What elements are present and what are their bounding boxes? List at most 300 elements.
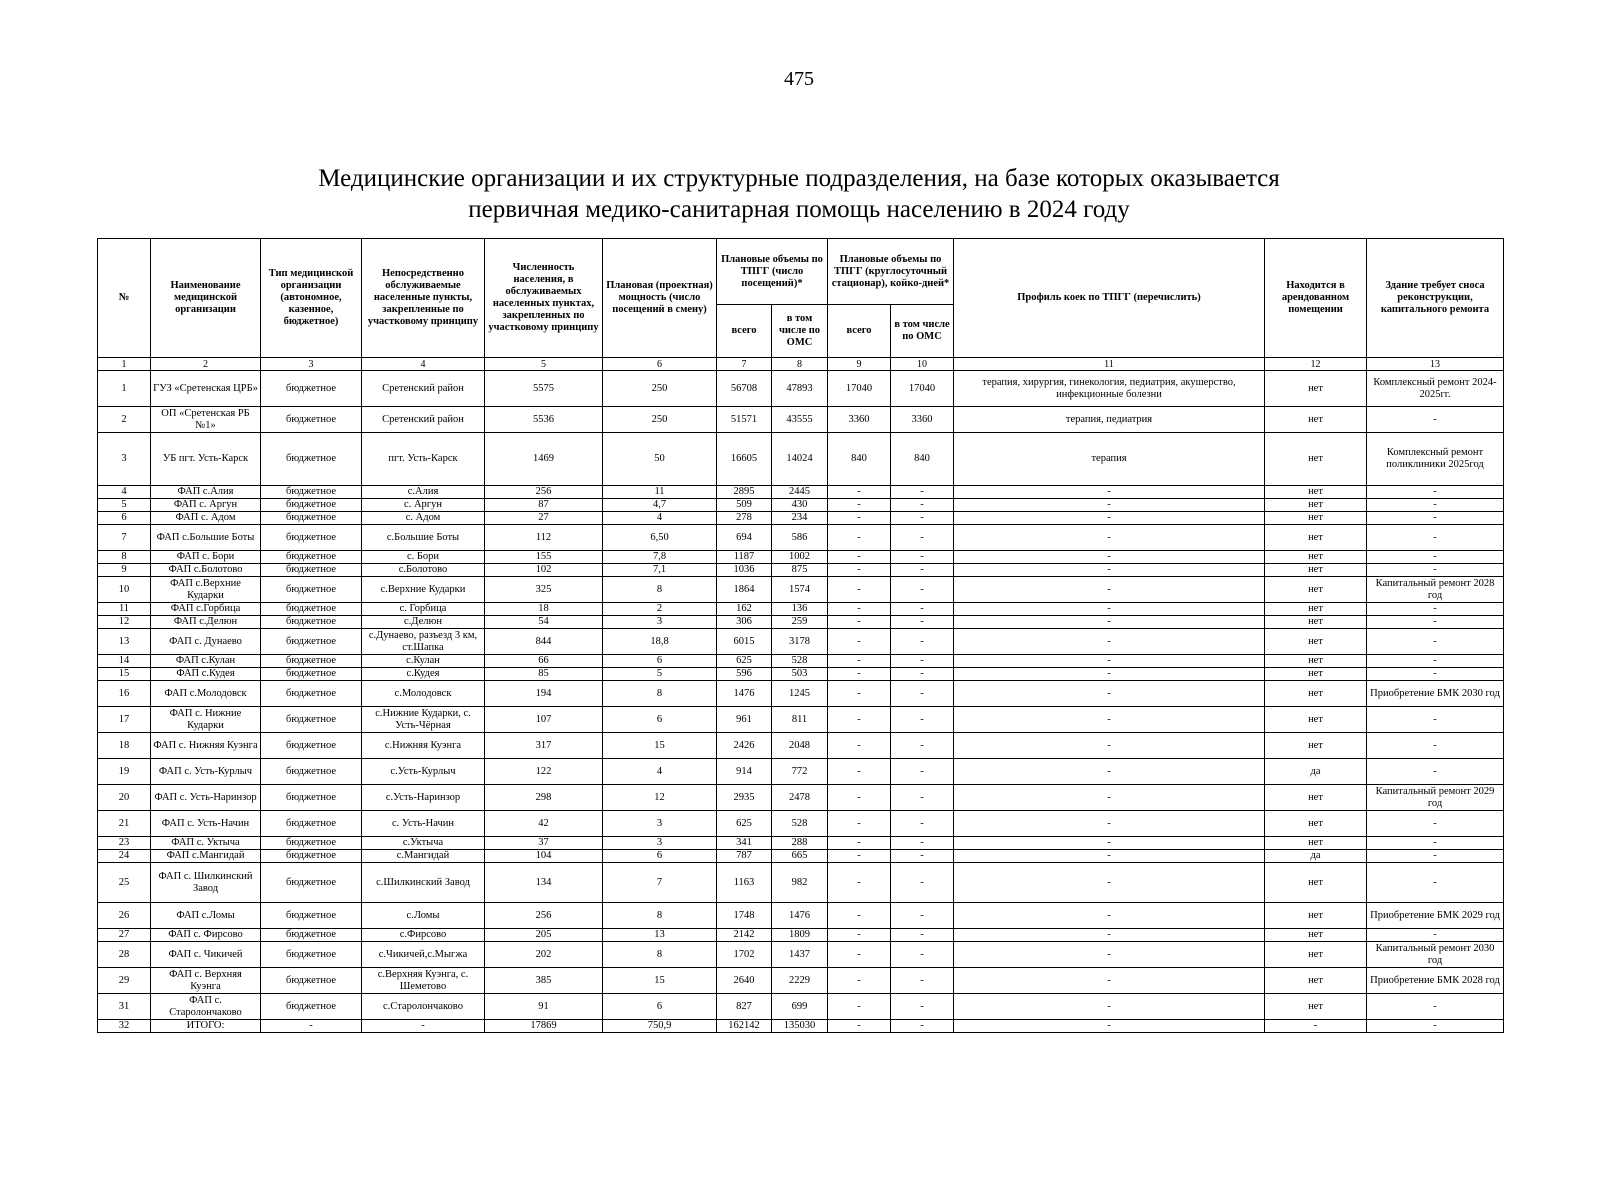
cell-capacity: 2: [603, 603, 717, 616]
cell-beds-total: -: [828, 577, 891, 603]
cell-no: 17: [98, 707, 151, 733]
cell-building: Капитальный ремонт 2030 год: [1367, 942, 1504, 968]
table-row: [98, 785, 1504, 811]
cell-capacity: 13: [603, 929, 717, 942]
cell-no: 18: [98, 733, 151, 759]
cell-profile: -: [954, 486, 1265, 499]
cell-points: с.Кудея: [362, 668, 485, 681]
cell-visits-oms: 503: [772, 668, 828, 681]
cell-capacity: 6,50: [603, 525, 717, 551]
cell-profile: -: [954, 811, 1265, 837]
table-row: [98, 499, 1504, 512]
cell-profile: -: [954, 577, 1265, 603]
cell-population: 155: [485, 551, 603, 564]
cell-beds-oms: 3360: [891, 407, 954, 433]
cell-building: -: [1367, 512, 1504, 525]
column-number: 4: [362, 358, 485, 371]
cell-type: бюджетное: [261, 512, 362, 525]
cell-capacity: 3: [603, 616, 717, 629]
cell-type: бюджетное: [261, 968, 362, 994]
cell-capacity: 15: [603, 733, 717, 759]
cell-no: 8: [98, 551, 151, 564]
document-title: [0, 163, 1598, 225]
cell-points: с.Уктыча: [362, 837, 485, 850]
cell-visits-total: 1864: [717, 577, 772, 603]
cell-beds-oms: -: [891, 655, 954, 668]
cell-capacity: 8: [603, 903, 717, 929]
cell-no: 10: [98, 577, 151, 603]
cell-rented: нет: [1265, 629, 1367, 655]
cell-type: бюджетное: [261, 785, 362, 811]
cell-visits-oms: 528: [772, 655, 828, 668]
cell-building: Комплексный ремонт 2024-2025гг.: [1367, 371, 1504, 407]
cell-points: с.Верхние Кударки: [362, 577, 485, 603]
cell-visits-oms: 3178: [772, 629, 828, 655]
cell-population: 1469: [485, 433, 603, 486]
cell-rented: нет: [1265, 616, 1367, 629]
cell-no: 26: [98, 903, 151, 929]
cell-profile: -: [954, 733, 1265, 759]
cell-beds-total: -: [828, 759, 891, 785]
cell-visits-total: 961: [717, 707, 772, 733]
table-row: [98, 525, 1504, 551]
cell-beds-total: -: [828, 707, 891, 733]
cell-beds-oms: -: [891, 759, 954, 785]
cell-population: 194: [485, 681, 603, 707]
cell-name: ФАП с. Чикичей: [151, 942, 261, 968]
cell-points: с. Аргун: [362, 499, 485, 512]
cell-no: 7: [98, 525, 151, 551]
header-visits-total: всего: [717, 305, 772, 358]
cell-visits-oms: 43555: [772, 407, 828, 433]
cell-capacity: 15: [603, 968, 717, 994]
table-row: [98, 929, 1504, 942]
cell-beds-oms: -: [891, 1020, 954, 1033]
cell-profile: -: [954, 655, 1265, 668]
cell-rented: нет: [1265, 525, 1367, 551]
cell-beds-oms: -: [891, 499, 954, 512]
cell-no: 21: [98, 811, 151, 837]
cell-visits-total: 2142: [717, 929, 772, 942]
cell-points: с. Адом: [362, 512, 485, 525]
cell-profile: -: [954, 968, 1265, 994]
cell-building: -: [1367, 863, 1504, 903]
cell-name: ОП «Сретенская РБ №1»: [151, 407, 261, 433]
cell-building: -: [1367, 407, 1504, 433]
cell-beds-oms: -: [891, 551, 954, 564]
column-number: 13: [1367, 358, 1504, 371]
cell-no: 14: [98, 655, 151, 668]
cell-no: 12: [98, 616, 151, 629]
table-row: [98, 759, 1504, 785]
cell-capacity: 6: [603, 707, 717, 733]
cell-visits-total: 162: [717, 603, 772, 616]
cell-visits-total: 56708: [717, 371, 772, 407]
cell-visits-total: 625: [717, 811, 772, 837]
cell-building: -: [1367, 733, 1504, 759]
cell-points: с.Фирсово: [362, 929, 485, 942]
cell-profile: -: [954, 785, 1265, 811]
cell-beds-oms: -: [891, 733, 954, 759]
cell-visits-total: 787: [717, 850, 772, 863]
cell-visits-total: 625: [717, 655, 772, 668]
cell-no: 24: [98, 850, 151, 863]
cell-beds-total: -: [828, 733, 891, 759]
cell-points: с.Усть-Курлыч: [362, 759, 485, 785]
column-number: 11: [954, 358, 1265, 371]
cell-no: 20: [98, 785, 151, 811]
cell-beds-total: -: [828, 603, 891, 616]
cell-visits-oms: 875: [772, 564, 828, 577]
cell-building: -: [1367, 486, 1504, 499]
cell-visits-oms: 2229: [772, 968, 828, 994]
cell-profile: -: [954, 525, 1265, 551]
cell-no: 31: [98, 994, 151, 1020]
cell-type: бюджетное: [261, 681, 362, 707]
cell-beds-oms: -: [891, 785, 954, 811]
cell-points: Сретенский район: [362, 407, 485, 433]
header-population: Численность населения, в обслуживаемых населенных пунктах, закрепленных по участковому принципу: [485, 239, 603, 358]
cell-visits-total: 509: [717, 499, 772, 512]
cell-points: с.Старолончаково: [362, 994, 485, 1020]
cell-building: -: [1367, 551, 1504, 564]
cell-beds-total: -: [828, 499, 891, 512]
cell-name: ФАП с.Алия: [151, 486, 261, 499]
cell-profile: терапия, хирургия, гинекология, педиатрия, акушерство, инфекционные болезни: [954, 371, 1265, 407]
cell-points: с. Горбица: [362, 603, 485, 616]
cell-capacity: 6: [603, 655, 717, 668]
cell-name: ФАП с. Шилкинский Завод: [151, 863, 261, 903]
table-row: [98, 994, 1504, 1020]
cell-type: бюджетное: [261, 942, 362, 968]
cell-population: 385: [485, 968, 603, 994]
cell-visits-total: 694: [717, 525, 772, 551]
cell-type: бюджетное: [261, 407, 362, 433]
header-no: №: [98, 239, 151, 358]
cell-rented: нет: [1265, 785, 1367, 811]
cell-rented: нет: [1265, 968, 1367, 994]
cell-capacity: 250: [603, 371, 717, 407]
column-number: 9: [828, 358, 891, 371]
cell-beds-oms: 840: [891, 433, 954, 486]
cell-visits-total: 278: [717, 512, 772, 525]
cell-beds-oms: -: [891, 707, 954, 733]
cell-building: -: [1367, 759, 1504, 785]
cell-type: бюджетное: [261, 994, 362, 1020]
column-number: 8: [772, 358, 828, 371]
cell-capacity: 7: [603, 863, 717, 903]
cell-rented: нет: [1265, 564, 1367, 577]
cell-beds-oms: -: [891, 681, 954, 707]
table-container: [97, 238, 1503, 1033]
cell-beds-total: -: [828, 629, 891, 655]
cell-type: бюджетное: [261, 603, 362, 616]
cell-rented: нет: [1265, 707, 1367, 733]
cell-type: бюджетное: [261, 811, 362, 837]
cell-no: 2: [98, 407, 151, 433]
cell-capacity: 3: [603, 837, 717, 850]
cell-no: 9: [98, 564, 151, 577]
column-number: 12: [1265, 358, 1367, 371]
cell-population: 107: [485, 707, 603, 733]
cell-beds-total: -: [828, 486, 891, 499]
cell-name: ФАП с.Верхние Кударки: [151, 577, 261, 603]
cell-profile: -: [954, 903, 1265, 929]
cell-beds-oms: -: [891, 811, 954, 837]
cell-population: 91: [485, 994, 603, 1020]
table-row: [98, 407, 1504, 433]
cell-beds-oms: -: [891, 512, 954, 525]
cell-visits-oms: 288: [772, 837, 828, 850]
title-line-2: первичная медико-санитарная помощь населению в 2024 году: [468, 196, 1130, 223]
cell-population: 5536: [485, 407, 603, 433]
cell-beds-total: -: [828, 1020, 891, 1033]
cell-profile: -: [954, 1020, 1265, 1033]
cell-population: 317: [485, 733, 603, 759]
cell-population: 87: [485, 499, 603, 512]
cell-visits-oms: 586: [772, 525, 828, 551]
cell-population: 844: [485, 629, 603, 655]
cell-rented: нет: [1265, 512, 1367, 525]
cell-points: с.Чикичей,с.Мыгжа: [362, 942, 485, 968]
table-row: [98, 616, 1504, 629]
column-number: 5: [485, 358, 603, 371]
header-visits: Плановые объемы по ТПГГ (число посещений)*: [717, 239, 828, 305]
cell-visits-total: 2640: [717, 968, 772, 994]
cell-population: 202: [485, 942, 603, 968]
column-number: 2: [151, 358, 261, 371]
cell-building: -: [1367, 929, 1504, 942]
cell-no: 1: [98, 371, 151, 407]
cell-visits-oms: 135030: [772, 1020, 828, 1033]
cell-profile: терапия: [954, 433, 1265, 486]
cell-type: бюджетное: [261, 577, 362, 603]
cell-capacity: 4: [603, 512, 717, 525]
cell-rented: нет: [1265, 733, 1367, 759]
cell-profile: -: [954, 929, 1265, 942]
cell-building: Приобретение БМК 2028 год: [1367, 968, 1504, 994]
cell-beds-oms: -: [891, 863, 954, 903]
cell-population: 27: [485, 512, 603, 525]
cell-beds-total: -: [828, 811, 891, 837]
cell-no: 23: [98, 837, 151, 850]
header-profile: Профиль коек по ТПГГ (перечислить): [954, 239, 1265, 358]
table-row: [98, 577, 1504, 603]
cell-visits-total: 1748: [717, 903, 772, 929]
cell-building: -: [1367, 603, 1504, 616]
cell-name: ФАП с. Аргун: [151, 499, 261, 512]
cell-points: с.Ломы: [362, 903, 485, 929]
cell-points: пгт. Усть-Карск: [362, 433, 485, 486]
cell-name: ФАП с.Делюн: [151, 616, 261, 629]
table-row: [98, 564, 1504, 577]
cell-visits-oms: 430: [772, 499, 828, 512]
cell-population: 256: [485, 486, 603, 499]
cell-points: с.Усть-Наринзор: [362, 785, 485, 811]
cell-rented: нет: [1265, 681, 1367, 707]
cell-rented: нет: [1265, 407, 1367, 433]
cell-name: ФАП с. Фирсово: [151, 929, 261, 942]
cell-beds-oms: -: [891, 668, 954, 681]
cell-points: с.Нижняя Куэнга: [362, 733, 485, 759]
cell-no: 16: [98, 681, 151, 707]
header-type: Тип медицинской организации (автономное, казенное, бюджетное): [261, 239, 362, 358]
cell-beds-total: -: [828, 968, 891, 994]
cell-capacity: 4,7: [603, 499, 717, 512]
cell-profile: -: [954, 863, 1265, 903]
cell-beds-total: -: [828, 655, 891, 668]
cell-capacity: 8: [603, 681, 717, 707]
cell-beds-total: -: [828, 512, 891, 525]
cell-profile: -: [954, 668, 1265, 681]
cell-capacity: 6: [603, 994, 717, 1020]
column-number: 10: [891, 358, 954, 371]
cell-no: 19: [98, 759, 151, 785]
cell-points: с.Большие Боты: [362, 525, 485, 551]
cell-rented: нет: [1265, 655, 1367, 668]
cell-rented: нет: [1265, 929, 1367, 942]
cell-visits-oms: 811: [772, 707, 828, 733]
cell-type: бюджетное: [261, 903, 362, 929]
cell-visits-total: 1036: [717, 564, 772, 577]
cell-type: бюджетное: [261, 371, 362, 407]
cell-rented: да: [1265, 759, 1367, 785]
header-beds-oms: в том числе по ОМС: [891, 305, 954, 358]
cell-points: с.Болотово: [362, 564, 485, 577]
cell-visits-oms: 982: [772, 863, 828, 903]
table-row: [98, 968, 1504, 994]
cell-building: -: [1367, 564, 1504, 577]
cell-rented: нет: [1265, 486, 1367, 499]
cell-visits-total: 51571: [717, 407, 772, 433]
cell-no: 3: [98, 433, 151, 486]
cell-building: -: [1367, 616, 1504, 629]
cell-rented: да: [1265, 850, 1367, 863]
cell-name: ФАП с.Кулан: [151, 655, 261, 668]
cell-profile: -: [954, 499, 1265, 512]
cell-type: бюджетное: [261, 551, 362, 564]
cell-beds-oms: -: [891, 850, 954, 863]
column-number-row: [98, 358, 1504, 371]
cell-population: 205: [485, 929, 603, 942]
cell-building: -: [1367, 707, 1504, 733]
cell-capacity: 4: [603, 759, 717, 785]
table-row: [98, 629, 1504, 655]
cell-population: 66: [485, 655, 603, 668]
cell-rented: нет: [1265, 668, 1367, 681]
cell-rented: нет: [1265, 499, 1367, 512]
cell-type: бюджетное: [261, 564, 362, 577]
cell-visits-total: 2935: [717, 785, 772, 811]
header-rented: Находится в арендованном помещении: [1265, 239, 1367, 358]
table-row: [98, 707, 1504, 733]
cell-visits-oms: 136: [772, 603, 828, 616]
cell-points: Сретенский район: [362, 371, 485, 407]
title-line-1: Медицинские организации и их структурные подразделения, на базе которых оказывается: [318, 165, 1280, 192]
cell-points: с. Усть-Начин: [362, 811, 485, 837]
cell-visits-total: 1476: [717, 681, 772, 707]
cell-beds-total: -: [828, 564, 891, 577]
cell-beds-oms: -: [891, 994, 954, 1020]
cell-beds-total: -: [828, 837, 891, 850]
cell-capacity: 7,1: [603, 564, 717, 577]
cell-beds-total: -: [828, 863, 891, 903]
cell-visits-total: 6015: [717, 629, 772, 655]
cell-building: -: [1367, 499, 1504, 512]
cell-profile: -: [954, 759, 1265, 785]
cell-population: 298: [485, 785, 603, 811]
cell-population: 18: [485, 603, 603, 616]
cell-name: ФАП с.Мангидай: [151, 850, 261, 863]
cell-name: ФАП с. Нижняя Куэнга: [151, 733, 261, 759]
header-name: Наименование медицинской организации: [151, 239, 261, 358]
cell-name: ФАП с.Болотово: [151, 564, 261, 577]
cell-beds-total: -: [828, 551, 891, 564]
cell-capacity: 8: [603, 577, 717, 603]
cell-building: -: [1367, 994, 1504, 1020]
cell-visits-total: 162142: [717, 1020, 772, 1033]
cell-visits-oms: 234: [772, 512, 828, 525]
cell-points: с.Делюн: [362, 616, 485, 629]
cell-capacity: 11: [603, 486, 717, 499]
cell-capacity: 750,9: [603, 1020, 717, 1033]
table-row: [98, 733, 1504, 759]
cell-building: Комплексный ремонт поликлиники 2025год: [1367, 433, 1504, 486]
table-row: [98, 811, 1504, 837]
cell-visits-oms: 1574: [772, 577, 828, 603]
cell-beds-total: -: [828, 942, 891, 968]
cell-points: с.Нижние Кударки, с. Усть-Чёрная: [362, 707, 485, 733]
cell-type: бюджетное: [261, 837, 362, 850]
cell-name: ФАП с.Ломы: [151, 903, 261, 929]
cell-profile: -: [954, 681, 1265, 707]
cell-beds-total: -: [828, 903, 891, 929]
table-row: [98, 655, 1504, 668]
cell-name: ФАП с. Усть-Наринзор: [151, 785, 261, 811]
table-row: [98, 1020, 1504, 1033]
cell-name: ФАП с. Дунаево: [151, 629, 261, 655]
cell-points: с.Мангидай: [362, 850, 485, 863]
cell-building: -: [1367, 668, 1504, 681]
cell-type: бюджетное: [261, 616, 362, 629]
cell-type: бюджетное: [261, 499, 362, 512]
cell-visits-oms: 14024: [772, 433, 828, 486]
cell-population: 134: [485, 863, 603, 903]
cell-beds-oms: -: [891, 564, 954, 577]
cell-capacity: 8: [603, 942, 717, 968]
cell-name: ФАП с. Усть-Курлыч: [151, 759, 261, 785]
cell-no: 32: [98, 1020, 151, 1033]
cell-type: бюджетное: [261, 707, 362, 733]
cell-name: УБ пгт. Усть-Карск: [151, 433, 261, 486]
cell-building: -: [1367, 1020, 1504, 1033]
cell-profile: -: [954, 551, 1265, 564]
cell-type: бюджетное: [261, 486, 362, 499]
cell-profile: -: [954, 564, 1265, 577]
cell-rented: нет: [1265, 433, 1367, 486]
table-row: [98, 433, 1504, 486]
cell-no: 4: [98, 486, 151, 499]
cell-profile: -: [954, 616, 1265, 629]
cell-type: бюджетное: [261, 668, 362, 681]
cell-profile: -: [954, 603, 1265, 616]
cell-beds-total: -: [828, 994, 891, 1020]
cell-name: ФАП с. Усть-Начин: [151, 811, 261, 837]
cell-beds-oms: -: [891, 486, 954, 499]
cell-points: с.Кулан: [362, 655, 485, 668]
cell-no: 11: [98, 603, 151, 616]
cell-population: 42: [485, 811, 603, 837]
